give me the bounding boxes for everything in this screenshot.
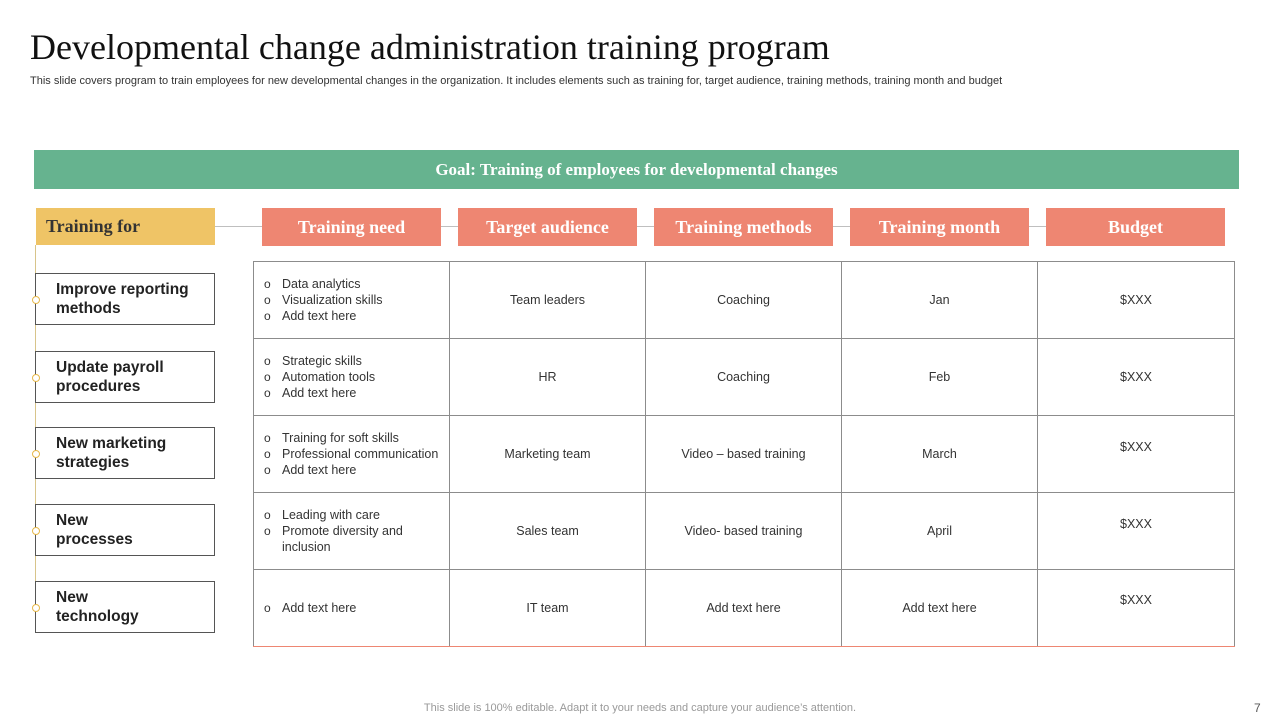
budget-value: $XXX (1120, 440, 1152, 454)
header-training-month: Training month (850, 208, 1029, 246)
training-method-cell: Add text here (646, 570, 842, 647)
needs-list (264, 430, 439, 478)
list-item: o Add text here (264, 462, 439, 478)
training-month-cell: Add text here (842, 570, 1038, 647)
list-item: o Leading with care (264, 507, 439, 523)
training-need-cell (254, 416, 450, 493)
bullet-dot-icon (32, 296, 40, 304)
training-need-cell (254, 493, 450, 570)
list-item: o Add text here (264, 600, 439, 616)
list-item: o Automation tools (264, 369, 439, 385)
needs-list (264, 507, 439, 555)
list-item: o Data analytics (264, 276, 439, 292)
page-number: 7 (1254, 701, 1261, 715)
training-method-cell: Video – based training (646, 416, 842, 493)
list-item: o Add text here (264, 308, 439, 324)
bullet-dot-icon (32, 604, 40, 612)
training-for-header: Training for (36, 208, 215, 245)
budget-value: $XXX (1120, 517, 1152, 531)
budget-cell: $XXX (1038, 262, 1235, 339)
training-month-cell: March (842, 416, 1038, 493)
header-target-audience: Target audience (458, 208, 637, 246)
table-row (254, 570, 1235, 647)
goal-banner: Goal: Training of employees for developmental changes (34, 150, 1239, 189)
training-for-label: New marketing strategies (56, 435, 167, 471)
target-audience-cell: Team leaders (450, 262, 646, 339)
target-audience-cell: Sales team (450, 493, 646, 570)
list-item: o Training for soft skills (264, 430, 439, 446)
budget-value: $XXX (1120, 593, 1152, 607)
footer-note: This slide is 100% editable. Adapt it to your needs and capture your audience’s attention. (423, 702, 857, 714)
budget-cell (1038, 416, 1235, 493)
training-for-item (35, 427, 215, 479)
needs-list (264, 600, 439, 616)
budget-cell: $XXX (1038, 339, 1235, 416)
bullet-dot-icon (32, 450, 40, 458)
target-audience-cell: HR (450, 339, 646, 416)
training-method-cell: Video- based training (646, 493, 842, 570)
list-item: o Visualization skills (264, 292, 439, 308)
training-for-label: New technology (56, 589, 139, 625)
training-for-item (35, 273, 215, 325)
table-row (254, 262, 1235, 339)
training-method-cell: Coaching (646, 262, 842, 339)
training-for-label: New processes (56, 512, 133, 548)
table-row (254, 493, 1235, 570)
target-audience-cell: IT team (450, 570, 646, 647)
bullet-dot-icon (32, 527, 40, 535)
training-month-cell: Feb (842, 339, 1038, 416)
target-audience-cell: Marketing team (450, 416, 646, 493)
budget-cell (1038, 570, 1235, 647)
training-for-item (35, 504, 215, 556)
page-subtitle: This slide covers program to train employees for new developmental changes in the organization. It includes elements such as training for, target audience, training methods, training month and budget (30, 75, 1003, 87)
training-table (253, 261, 1235, 647)
header-training-need: Training need (262, 208, 441, 246)
list-item: o Add text here (264, 385, 439, 401)
header-budget: Budget (1046, 208, 1225, 246)
list-item: o Strategic skills (264, 353, 439, 369)
training-for-item (35, 581, 215, 633)
bullet-dot-icon (32, 374, 40, 382)
needs-list (264, 276, 439, 324)
list-item: o Professional communication (264, 446, 439, 462)
training-need-cell (254, 262, 450, 339)
training-month-cell: Jan (842, 262, 1038, 339)
page-title: Developmental change administration training program (30, 27, 830, 67)
training-for-label: Improve reporting methods (56, 281, 189, 317)
training-for-label: Update payroll procedures (56, 359, 164, 395)
training-need-cell (254, 339, 450, 416)
list-item: o Promote diversity and inclusion (264, 523, 439, 555)
header-training-methods: Training methods (654, 208, 833, 246)
training-need-cell (254, 570, 450, 647)
table-row (254, 416, 1235, 493)
training-for-item (35, 351, 215, 403)
needs-list (264, 353, 439, 401)
budget-cell (1038, 493, 1235, 570)
training-method-cell: Coaching (646, 339, 842, 416)
training-month-cell: April (842, 493, 1038, 570)
table-row (254, 339, 1235, 416)
